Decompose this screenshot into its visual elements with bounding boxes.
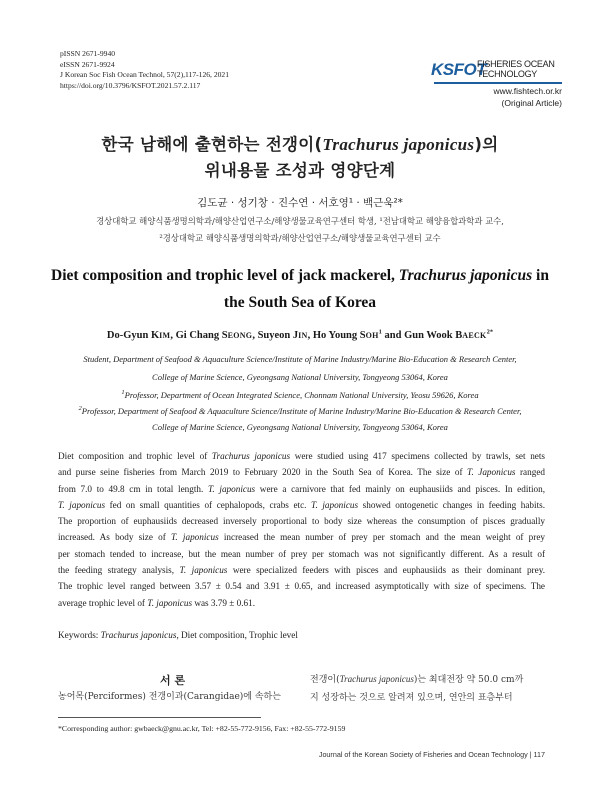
english-title-text: Diet composition and trophic level of jack mackerel, xyxy=(51,267,399,284)
doi-link[interactable]: https://doi.org/10.3796/KSFOT.2021.57.2.117 xyxy=(60,80,201,90)
journal-website[interactable]: www.fishtech.or.kr xyxy=(493,86,562,96)
journal-logo xyxy=(431,59,563,81)
english-title-species: Trachurus japonicus xyxy=(398,267,533,284)
english-affiliation-line2: College of Marine Science, Gyeongsang National University, Tongyeong 53064, Korea xyxy=(152,372,448,382)
page-footer: Journal of the Korean Society of Fisheries and Ocean Technology | 117 xyxy=(318,750,545,759)
abstract-line: The proportion of euphausiids decreased inversely proportional to body size whereas the consumption of pisces gradually xyxy=(58,516,545,527)
korean-title-line2: 위내용물 조성과 영양단계 xyxy=(204,161,396,180)
logo-line2: TECHNOLOGY xyxy=(477,68,538,79)
footnote-divider xyxy=(58,717,261,718)
pissn: pISSN 2671-9940 xyxy=(60,49,116,58)
abstract-line: per stomach tended to increase, but the mean number of prey per stomach was not significantly different. As a result of xyxy=(58,548,545,559)
author-soh: , Ho Young SOH$^1$ xyxy=(307,328,382,341)
abstract-line: The trophic level ranged between 3.57 ± 0.54 and 3.91 ± 0.65, and increased asymptotically with size of specimens. The xyxy=(58,581,545,592)
english-affiliation-line1: Student, Department of Seafood & Aquaculture Science/Institute of Marine Industry/Marine Bio-Education & Research Center, xyxy=(83,354,517,364)
author-baeck: and Gun Wook $BAECK^{2*}$ xyxy=(381,328,494,341)
english-title-line1 xyxy=(0,267,600,285)
abstract-line: Diet composition and trophic level of Trachurus japonicus were studied using 417 specimens collected by trawls, set nets xyxy=(58,451,545,461)
journal-metadata xyxy=(60,49,229,91)
article-type: (Original Article) xyxy=(501,98,562,108)
korean-title-text: 한국 남해에 출현하는 전갱이( xyxy=(101,135,323,154)
korean-title-line1 xyxy=(0,131,600,155)
eissn: eISSN 2671-9924 xyxy=(60,59,115,69)
english-title-text-end: in xyxy=(532,267,549,284)
author-jin: , Suyeon JIN xyxy=(252,329,308,341)
korean-title-species: Trachurus japonicus xyxy=(322,135,475,154)
abstract-line: average trophic level of T. japonicus was 3.79 ± 0.61. xyxy=(58,597,256,608)
introduction-left-column: 농어목(Perciformes) 전갱이과(Carangidae)에 속하는 xyxy=(58,692,281,702)
keywords xyxy=(58,630,298,640)
author-kim: Do-Gyun KIM xyxy=(106,329,171,341)
citation: J Korean Soc Fish Ocean Technol, 57(2),117-126, 2021 xyxy=(60,70,230,80)
logo-divider xyxy=(434,82,562,84)
english-affiliation-line5: College of Marine Science, Gyeongsang National University, Tongyeong 53064, Korea xyxy=(152,422,448,432)
logo-line1: FISHERIES OCEAN xyxy=(477,59,555,69)
korean-affiliation-line1: 경상대학교 해양식품생명의학과/해양산업연구소/해양생물교육연구센터 학생, ¹전남대학교 해양융합과학과 교수, xyxy=(96,216,504,226)
english-affiliation-line4: $^2$Professor, Department of Seafood & Aquaculture Science/Institute of Marine Industry/Marine Bio-Education & Research Center, xyxy=(78,405,522,416)
author-seong: , Gi Chang SEONG xyxy=(170,329,253,341)
english-title-line2: the South Sea of Korea xyxy=(223,294,377,311)
korean-title-text-end: )의 xyxy=(474,135,499,154)
keywords-label: Keywords: xyxy=(58,630,101,640)
abstract-line: from 7.0 to 49.8 cm in total length. T. japonicus were a carnivore that fed mainly on euphausiids and pisces. In edition, xyxy=(58,483,545,494)
abstract-line: and purse seine fisheries from March 2019 to February 2020 in the South Sea of Korea. The size of T. Japonicus ranged xyxy=(58,467,545,478)
introduction-right-line2: 지 성장하는 것으로 알려져 있으며, 연안의 표층부터 xyxy=(310,693,513,703)
keywords-rest: , Diet composition, Trophic level xyxy=(176,630,298,640)
korean-affiliation-line2: ²경상대학교 해양식품생명의학과/해양산업연구소/해양생물교육연구센터 교수 xyxy=(159,233,441,243)
introduction-heading: 서 론 xyxy=(160,674,186,687)
introduction-right-line1: 전갱이(Trachurus japonicus)는 최대전장 약 50.0 cm까 xyxy=(310,674,524,685)
keyword-species: Trachurus japonicus xyxy=(100,630,177,640)
logo-name xyxy=(477,60,555,79)
corresponding-author: *Corresponding author: gwbaeck@gnu.ac.kr, Tel: +82-55-772-9156, Fax: +82-55-772-9159 xyxy=(58,724,346,733)
english-authors xyxy=(0,328,600,341)
korean-authors: 김도균 · 성기창 · 진수연 · 서호영¹ · 백근욱²* xyxy=(197,197,403,209)
abstract xyxy=(58,448,545,611)
abstract-line: the feeding strategy analysis, T. japonicus were specialized feeders with pisces and euphausiids as their dominant prey. xyxy=(58,565,545,576)
abstract-line: T. japonicus fed on small quantities of cephalopods, crabs etc. T. japonicus showed ontogenetic changes in feeding habits. xyxy=(58,499,545,510)
english-affiliation-line3: $^1$Professor, Department of Ocean Integrated Science, Chonnam National University, Yeosu 59626, Korea xyxy=(121,389,479,400)
introduction-right-column xyxy=(310,670,523,707)
logo-mark: KSFOT xyxy=(431,60,487,79)
abstract-line: increased. As body size of T. japonicus increased the mean number of prey per stomach and the mean weight of prey xyxy=(58,532,546,543)
